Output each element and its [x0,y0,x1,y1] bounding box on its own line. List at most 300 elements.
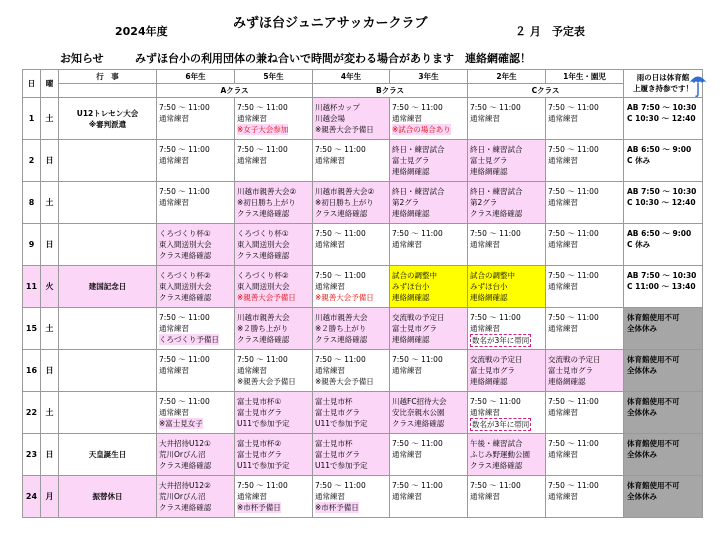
cell-text: 7:50 ～ 11:00 [159,187,210,196]
schedule-cell-g4 [313,224,390,266]
cell-text: ※２勝ち上がり [315,324,367,333]
note-line: C 休み [627,156,651,165]
day-cell: 土 [41,308,59,350]
day-cell: 月 [41,476,59,518]
cell-text: 7:50 ～ 11:00 [315,271,366,280]
schedule-cell-g5 [235,266,313,308]
cell-line [548,228,623,239]
cell-line [237,197,312,208]
cell-line [237,354,312,365]
day-cell: 日 [41,350,59,392]
cell-line [392,144,467,155]
cell-line [392,418,467,429]
schedule-cell-g6 [157,224,235,266]
cell-text: 富士見市杯 [315,397,353,406]
schedule-cell-g3 [390,182,468,224]
cell-text: 通常練習 [315,240,345,249]
cell-line [548,365,623,376]
cell-line [392,312,467,323]
cell-line [237,334,312,345]
cell-text: クラス連絡確認 [159,251,212,260]
cell-text: 終日・練習試合 [470,187,523,196]
cell-line [470,354,545,365]
cell-text: 連絡網確認 [470,167,508,176]
note-cell [624,476,703,518]
cell-text: 富士見市グラ [392,324,437,333]
cell-text: 富士見市杯② [237,439,282,448]
cell-line [159,228,234,239]
cell-text: U11で参加予定 [237,419,290,428]
schedule-cell-g5 [235,98,313,140]
cell-text: 通常練習 [548,114,578,123]
cell-line [470,208,545,219]
cell-text: 7:50 ～ 11:00 [315,145,366,154]
cell-text: くろづくり杯① [159,229,211,238]
cell-line [237,250,312,261]
cell-text: 第2グラ [392,198,420,207]
cell-text: 7:50 ～ 11:00 [548,103,599,112]
cell-text: 7:50 ～ 11:00 [237,145,288,154]
cell-text: 終日・練習試合 [392,145,445,154]
header-grade5: 5年生 [235,70,313,84]
cell-text: 通常練習 [159,324,189,333]
schedule-cell-g5 [235,392,313,434]
cell-line [237,418,312,429]
cell-line [470,438,545,449]
header-day: 曜 [41,70,59,98]
table-row [23,434,703,476]
cell-text: 7:50 ～ 11:00 [548,397,599,406]
date-cell: 8 [23,182,41,224]
cell-line [315,228,389,239]
cell-line [159,144,234,155]
schedule-cell-g2 [468,140,546,182]
cell-line [548,323,623,334]
cell-text: 7:50 ～ 11:00 [470,481,521,490]
schedule-cell-g5 [235,140,313,182]
cell-line [315,502,389,513]
cell-text: 通常練習 [159,366,189,375]
schedule-cell-g1 [546,224,624,266]
cell-text: 7:50 ～ 11:00 [237,481,288,490]
cell-text: 7:50 ～ 11:00 [237,103,288,112]
cell-text: クラス連絡確認 [470,461,523,470]
note-line: C 10:30 ～ 12:40 [627,198,696,207]
day-cell: 土 [41,182,59,224]
cell-text: 通常練習 [470,240,500,249]
cell-text: 通常練習 [159,114,189,123]
cell-line [392,491,467,502]
cell-line [470,144,545,155]
cell-text: 連絡網確認 [392,335,430,344]
cell-line [470,102,545,113]
cell-line [237,270,312,281]
cell-line [315,144,389,155]
cell-line [237,239,312,250]
event-cell [59,98,157,140]
cell-line [470,312,545,323]
cell-line [237,186,312,197]
cell-text: 通常練習 [315,492,345,501]
cell-text: 東入間送別大会 [237,240,290,249]
cell-text: 7:50 ～ 11:00 [159,397,210,406]
cell-line [315,438,389,449]
cell-text: 連絡網確認 [548,377,586,386]
schedule-cell-g3 [390,434,468,476]
cell-line [470,418,545,429]
cell-text: 終日・練習試合 [392,187,445,196]
cell-text: 7:50 ～ 11:00 [315,355,366,364]
cell-text: 通常練習 [237,156,267,165]
cell-text: 富士見市杯 [315,439,353,448]
cell-text: 通常練習 [470,114,500,123]
cell-text: ※親善大会予備日 [237,377,296,386]
cell-line [548,197,623,208]
schedule-cell-g5 [235,308,313,350]
note-line: 体育館使用不可 [627,439,680,448]
cell-text: U11で参加予定 [237,461,290,470]
rain-note-line: 上履き持参です！ [633,83,693,93]
cell-line [392,449,467,460]
cell-line [237,460,312,471]
note-cell [624,98,703,140]
cell-text: 富士見市グラ [237,450,282,459]
schedule-cell-g5 [235,476,313,518]
cell-text: 7:50 ～ 11:00 [315,229,366,238]
cell-text: ※初日勝ち上がり [237,198,296,207]
cell-text: 通常練習 [237,366,267,375]
cell-text: 通常練習 [237,492,267,501]
cell-line [159,250,234,261]
cell-text: 交流戦の予定日 [548,355,601,364]
umbrella-icon [688,72,708,98]
cell-line [548,239,623,250]
event-cell [59,308,157,350]
date-cell: 15 [23,308,41,350]
schedule-cell-g4 [313,476,390,518]
header-class-c: Cクラス [468,84,624,98]
note-line: AB 7:50 ～ 10:30 [627,187,697,196]
cell-text: 7:50 ～ 11:00 [159,313,210,322]
note-cell [624,434,703,476]
schedule-cell-g1 [546,182,624,224]
cell-line [548,186,623,197]
cell-line [237,292,312,303]
table-row [23,308,703,350]
note-line: C 休み [627,240,651,249]
schedule-cell-g4 [313,308,390,350]
note-cell [624,224,703,266]
cell-text: 第2グラ [470,198,498,207]
day-cell: 土 [41,98,59,140]
cell-line [470,407,545,418]
cell-line [470,166,545,177]
cell-line [392,239,467,250]
cell-text: クラス連絡確認 [392,419,445,428]
cell-text: 通常練習 [548,408,578,417]
cell-line [315,312,389,323]
cell-text: ※富士見女子 [159,419,203,428]
cell-line [548,354,623,365]
schedule-cell-g6 [157,434,235,476]
cell-text: 7:50 ～ 11:00 [392,355,443,364]
cell-line [237,144,312,155]
cell-text: 7:50 ～ 11:00 [159,355,210,364]
note-cell [624,308,703,350]
cell-line [237,102,312,113]
cell-text: ふじみ野運動公園 [470,450,530,459]
cell-line [548,449,623,460]
header-grade1: 1年生・園児 [546,70,624,84]
cell-line [159,281,234,292]
cell-line [237,491,312,502]
day-cell: 火 [41,266,59,308]
cell-line [159,460,234,471]
schedule-cell-g2 [468,182,546,224]
header-date: 日 [23,70,41,98]
cell-text: 交流戦の予定日 [470,355,523,364]
note-cell [624,392,703,434]
cell-line [392,270,467,281]
cell-line [159,449,234,460]
schedule-cell-g3 [390,266,468,308]
cell-line [470,113,545,124]
cell-text: 7:50 ～ 11:00 [159,145,210,154]
schedule-cell-g4 [313,266,390,308]
cell-text: 7:50 ～ 11:00 [470,397,521,406]
cell-text: クラス連絡確認 [159,293,212,302]
cell-text: 7:50 ～ 11:00 [548,187,599,196]
cell-line [237,113,312,124]
note-line: 全体休み [627,366,657,375]
schedule-cell-g2 [468,98,546,140]
schedule-cell-g2 [468,476,546,518]
cell-line [159,292,234,303]
cell-text: 試合の調整中 [392,271,437,280]
cell-text: 通常練習 [548,198,578,207]
cell-text: 通常練習 [548,450,578,459]
schedule-cell-g3 [390,308,468,350]
cell-text: 通常練習 [392,366,422,375]
cell-line [315,124,389,135]
cell-text: 通常練習 [315,282,345,291]
cell-text: ※２勝ち上がり [237,324,289,333]
cell-line [315,270,389,281]
table-row [23,392,703,434]
cell-line [159,418,234,429]
cell-line [470,281,545,292]
cell-line [315,197,389,208]
cell-line [237,208,312,219]
cell-text: 川越市親善大会② [315,187,375,196]
cell-text: 7:50 ～ 11:00 [548,229,599,238]
cell-text: 富士見市グラ [315,408,360,417]
note-line: 全体休み [627,408,657,417]
cell-line [159,239,234,250]
cell-line [392,292,467,303]
cell-line [315,460,389,471]
schedule-cell-g6 [157,476,235,518]
cell-line [159,270,234,281]
note-line: AB 7:50 ～ 10:30 [627,103,697,112]
date-cell: 24 [23,476,41,518]
cell-line [548,312,623,323]
cell-text: 通常練習 [159,408,189,417]
schedule-cell-g2 [468,350,546,392]
cell-line [159,491,234,502]
cell-line [159,186,234,197]
cell-line [470,376,545,387]
cell-text: 川越市親善大会 [315,313,368,322]
cell-text: ※女子大会参加 [237,125,289,134]
cell-text: 連絡網確認 [392,293,430,302]
cell-line [315,491,389,502]
cell-text: 通常練習 [159,198,189,207]
cell-text: 富士見グラ [470,156,508,165]
cell-line [392,124,467,135]
schedule-cell-g1 [546,140,624,182]
schedule-cell-g2 [468,224,546,266]
rain-note-line: 雨の日は体育館 [636,72,690,82]
cell-line [315,155,389,166]
note-line: AB 7:50 ～ 10:30 [627,271,697,280]
date-cell: 16 [23,350,41,392]
schedule-cell-g5 [235,224,313,266]
cell-line [237,396,312,407]
schedule-cell-g3 [390,224,468,266]
cell-line [470,396,545,407]
cell-line [315,449,389,460]
date-cell: 9 [23,224,41,266]
cell-line [159,365,234,376]
cell-line [392,102,467,113]
cell-line [392,197,467,208]
cell-line [237,480,312,491]
cell-text: 連絡網確認 [392,167,430,176]
cell-text: 富士見市グラ [237,408,282,417]
cell-line [237,502,312,513]
cell-line [315,418,389,429]
cell-text: 富士見グラ [392,156,430,165]
cell-text: クラス連絡確認 [470,209,523,218]
cell-text: 連絡網確認 [470,377,508,386]
cell-line [548,281,623,292]
schedule-cell-g6 [157,350,235,392]
cell-text: 通常練習 [470,324,500,333]
cell-line [237,312,312,323]
note-line: 体育館使用不可 [627,397,680,406]
cell-line [470,365,545,376]
table-row [23,140,703,182]
event-cell [59,182,157,224]
cell-line [548,155,623,166]
cell-line [548,438,623,449]
cell-line [159,197,234,208]
cell-text: 通常練習 [159,156,189,165]
schedule-cell-g2 [468,266,546,308]
cell-text: 荒川Orびん沼 [159,492,206,501]
cell-line [315,292,389,303]
year-label: 2024年度 [115,25,168,38]
cell-line [548,376,623,387]
cell-line [237,365,312,376]
cell-text: 川越FC招待大会 [392,397,447,406]
date-cell: 1 [23,98,41,140]
cell-text: 数名が3年に帯同 [472,420,530,429]
cell-text: ※試合の場合あり [392,125,451,134]
table-row [23,182,703,224]
cell-text: 試合の調整中 [470,271,515,280]
schedule-cell-g6 [157,392,235,434]
cell-text: 通常練習 [548,492,578,501]
cell-line [470,239,545,250]
cell-text: 富士見市グラ [548,366,593,375]
cell-line [392,480,467,491]
cell-line [548,144,623,155]
cell-text: U11で参加予定 [315,461,368,470]
note-line: AB 6:50 ～ 9:00 [627,229,692,238]
table-row [23,476,703,518]
club-title: みずほ台ジュニアサッカークラブ [233,16,428,31]
cell-text: くろづくり杯② [237,271,289,280]
header-grade3: 3年生 [390,70,468,84]
note-line: 体育館使用不可 [627,355,680,364]
cell-line [470,155,545,166]
cell-text: ※親善大会予備日 [237,293,296,302]
schedule-cell-g6 [157,98,235,140]
note-line: 全体休み [627,492,657,501]
cell-line [159,155,234,166]
event-line: 天皇誕生日 [88,450,127,459]
cell-text: クラス連絡確認 [159,503,212,512]
month-title: ２ 月 予定表 [515,25,585,38]
cell-text: 荒川Orびん沼 [159,450,206,459]
cell-text: クラス連絡確認 [315,335,368,344]
cell-text: 大井招待U12① [159,439,211,448]
schedule-cell-g4 [313,140,390,182]
date-cell: 11 [23,266,41,308]
cell-line [548,480,623,491]
schedule-cell-g1 [546,350,624,392]
cell-line [159,502,234,513]
cell-line [159,480,234,491]
schedule-cell-g3 [390,350,468,392]
date-cell: 23 [23,434,41,476]
cell-text: 数名が3年に帯同 [472,336,530,345]
cell-text: くろづくり杯② [159,271,211,280]
cell-line [159,312,234,323]
note-line: 体育館使用不可 [627,313,680,322]
schedule-cell-g1 [546,476,624,518]
event-cell [59,140,157,182]
cell-line [315,102,389,113]
cell-line [392,438,467,449]
cell-line [237,376,312,387]
schedule-cell-g5 [235,434,313,476]
cell-text: 通常練習 [237,114,267,123]
header-event: 行 事 [59,70,157,84]
cell-line [315,281,389,292]
schedule-cell-g1 [546,434,624,476]
cell-text: 安比奈親水公園 [392,408,445,417]
cell-text: くろづくり予備日 [159,335,219,344]
cell-text: 7:50 ～ 11:00 [392,481,443,490]
cell-line [392,323,467,334]
cell-text: 東入間送別大会 [237,282,290,291]
cell-text: 通常練習 [392,450,422,459]
notice-text: みずほ台小の利用団体の兼ね合いで時間が変わる場合があります 連絡網確認！ [135,52,531,65]
cell-line [315,334,389,345]
